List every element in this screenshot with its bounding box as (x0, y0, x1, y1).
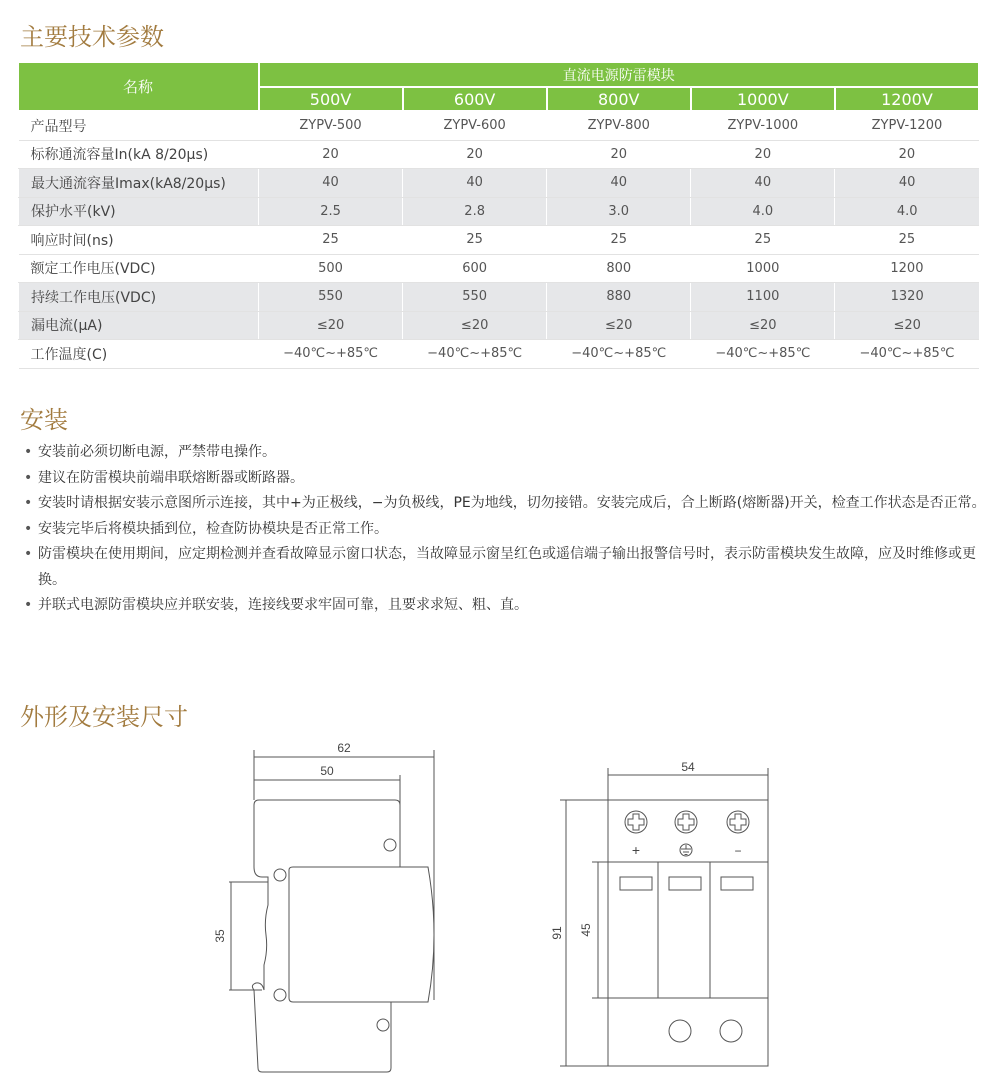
dim-45-label: 45 (579, 923, 593, 937)
cell-value: −40℃~+85℃ (691, 340, 835, 369)
voltage-header: 600V (403, 87, 547, 111)
cell-value: 1100 (691, 283, 835, 312)
dim-62-label: 62 (337, 741, 351, 755)
cell-value: 500 (259, 254, 403, 283)
cell-value: 20 (259, 140, 403, 169)
cell-value: 4.0 (691, 197, 835, 226)
cell-value: 20 (547, 140, 691, 169)
cell-value: 40 (835, 169, 979, 198)
side-view (213, 741, 434, 1072)
dim-54-label: 54 (681, 760, 695, 774)
ground-icon (680, 844, 692, 856)
voltage-header: 500V (259, 87, 403, 111)
cell-value: 4.0 (835, 197, 979, 226)
cell-value: 550 (403, 283, 547, 312)
cell-value: 600 (403, 254, 547, 283)
cell-value: 1320 (835, 283, 979, 312)
install-item: • 建议在防雷模块前端串联熔断器或断路器。 (22, 466, 997, 492)
voltage-header: 1000V (691, 87, 835, 111)
cell-value: ≤20 (691, 311, 835, 340)
install-item: • 安装时请根据安装示意图所示连接，其中+为正极线，−为负极线，PE为地线，切勿接错。安装完成后，合上断路(熔断器)开关，检查工作状态是否正常。 (22, 491, 997, 517)
row-label: 漏电流(μA) (19, 311, 259, 340)
screw-icon (625, 811, 647, 833)
install-item: • 安装完毕后将模块插到位，检查防协模块是否正常工作。 (22, 517, 997, 543)
cell-value: −40℃~+85℃ (547, 340, 691, 369)
cell-value: 40 (547, 169, 691, 198)
cell-value: 20 (691, 140, 835, 169)
cell-value: 800 (547, 254, 691, 283)
cell-value: 550 (259, 283, 403, 312)
cell-value: ZYPV-600 (403, 111, 547, 140)
cell-value: 25 (691, 226, 835, 255)
cell-value: 1000 (691, 254, 835, 283)
section-title-install: 安装 (20, 406, 68, 434)
cell-value: ZYPV-1200 (835, 111, 979, 140)
minus-symbol: − (734, 844, 742, 858)
cell-value: ≤20 (259, 311, 403, 340)
cell-value: 20 (835, 140, 979, 169)
cell-value: 20 (403, 140, 547, 169)
plus-symbol: + (631, 842, 641, 858)
row-label: 工作温度(C) (19, 340, 259, 369)
dim-50-label: 50 (320, 764, 334, 778)
cell-value: ZYPV-800 (547, 111, 691, 140)
cell-value: 40 (691, 169, 835, 198)
cell-value: 25 (403, 226, 547, 255)
cell-value: 2.5 (259, 197, 403, 226)
cell-value: 40 (259, 169, 403, 198)
row-label: 额定工作电压(VDC) (19, 254, 259, 283)
cell-value: −40℃~+85℃ (259, 340, 403, 369)
row-label: 标称通流容量In(kA 8/20μs) (19, 140, 259, 169)
screw-icon (675, 811, 697, 833)
cell-value: 25 (835, 226, 979, 255)
section-title-dims: 外形及安装尺寸 (20, 703, 188, 731)
screw-icon (727, 811, 749, 833)
row-label: 响应时间(ns) (19, 226, 259, 255)
row-label: 持续工作电压(VDC) (19, 283, 259, 312)
cell-value: ≤20 (403, 311, 547, 340)
cell-value: ≤20 (547, 311, 691, 340)
cell-value: −40℃~+85℃ (835, 340, 979, 369)
cell-value: 1200 (835, 254, 979, 283)
cell-value: 3.0 (547, 197, 691, 226)
install-item: • 安装前必须切断电源，严禁带电操作。 (22, 440, 997, 466)
cell-value: ZYPV-500 (259, 111, 403, 140)
section-title-specs: 主要技术参数 (20, 23, 164, 51)
cell-value: ≤20 (835, 311, 979, 340)
name-header: 名称 (19, 62, 259, 111)
cell-value: ZYPV-1000 (691, 111, 835, 140)
front-view (550, 760, 768, 1066)
cell-value: 880 (547, 283, 691, 312)
voltage-header: 1200V (835, 87, 979, 111)
cell-value: 2.8 (403, 197, 547, 226)
cell-value: −40℃~+85℃ (403, 340, 547, 369)
dim-35-label: 35 (213, 929, 227, 943)
row-label: 产品型号 (19, 111, 259, 140)
row-label: 保护水平(kV) (19, 197, 259, 226)
cell-value: 40 (403, 169, 547, 198)
cell-value: 25 (547, 226, 691, 255)
group-header: 直流电源防雷模块 (259, 62, 980, 87)
install-item: • 并联式电源防雷模块应并联安装，连接线要求牢固可靠，且要求求短、粗、直。 (22, 593, 997, 619)
install-item: • 防雷模块在使用期间，应定期检测并查看故障显示窗口状态，当故障显示窗呈红色或遥信端子输出报警信号时，表示防雷模块发生故障，应及时维修或更换。 (22, 542, 997, 593)
row-label: 最大通流容量Imax(kA8/20μs) (19, 169, 259, 198)
cell-value: 25 (259, 226, 403, 255)
dim-91-label: 91 (550, 926, 564, 940)
voltage-header: 800V (547, 87, 691, 111)
